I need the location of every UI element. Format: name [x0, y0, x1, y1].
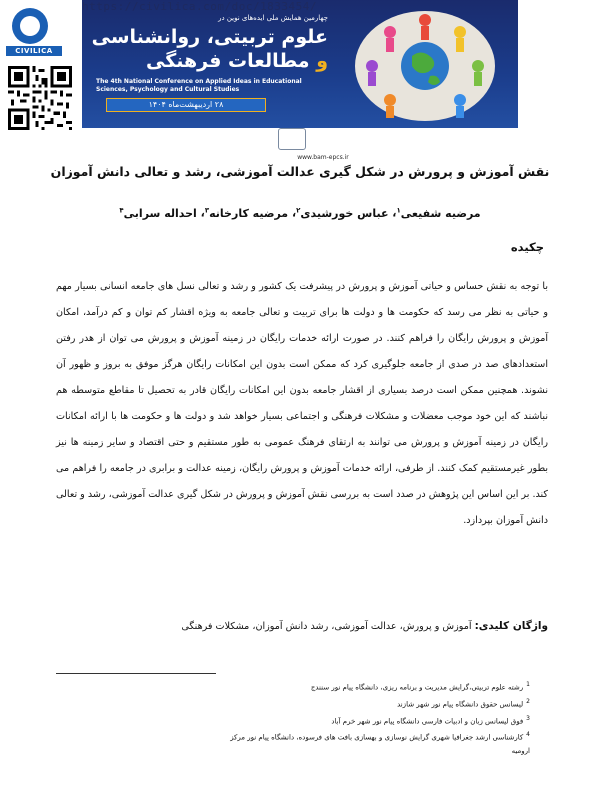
conference-title-line1: علوم تربیتی، روانشناسی	[91, 26, 328, 48]
footnotes	[220, 678, 530, 759]
paper-title: نقش آموزش و پرورش در شکل گیری عدالت آموزشی، رشد و تعالی دانش آموزان	[50, 164, 550, 179]
conference-subtitle: چهارمین همایش ملی ایده‌های نوین در	[218, 14, 328, 22]
footnote: $^3$فوق لیسانس زبان و ادبیات فارسی دانشگاه پیام نور شهر خرم آباد	[331, 714, 530, 725]
conference-date: ۲۸ اردیبهشت‌ماه ۱۴۰۴	[106, 98, 266, 112]
civilica-doc-url[interactable]: https://civilica.com/doc/1833454/	[82, 0, 318, 13]
civilica-logo-text: CIVILICA	[6, 46, 62, 56]
footnote: $^2$لیسانس حقوق دانشگاه پیام نور شهر شازند	[397, 697, 530, 709]
conference-title-line2-text: مطالعات فرهنگی	[145, 50, 310, 72]
conference-title-and: و	[316, 50, 328, 72]
footnote: $^1$رشته علوم تربیتی،گرایش مدیریت و برنامه ریزی، دانشگاه پیام نور سنندج	[310, 681, 530, 692]
qr-code-icon	[8, 66, 72, 130]
conference-title-line2	[146, 50, 328, 72]
conference-website[interactable]: www.bam-epcs.ir	[297, 154, 349, 161]
abstract-heading: چکیده	[510, 240, 544, 254]
author: مرضیه شفیعی$^۱$	[396, 206, 481, 220]
civilica-logo-icon	[12, 8, 48, 44]
author: احداله سرابی$^۴$	[119, 206, 197, 220]
keywords-label: واژگان کلیدی:	[474, 620, 548, 632]
footnote: $^4$کارشناسی ارشد جغرافیا شهری گرایش نوسازی و بهسازی بافت های فرسوده، دانشگاه پیام نور مرکز ارومیه	[230, 731, 530, 756]
abstract-text: با توجه به نقش حساس و حیاتی آموزش و پرورش در پیشرفت یک کشور و رشد و تعالی نسل های جامعه انسانی بسیار مهم و حیاتی به نظر می رسد که حکومت ها و دولت ها برای تربیت و تعالی جامعه به ویژه اقشار کم توان و کم درآمد، امکان آموزش و پرورش رایگان را فراهم کنند. در صورت ارائه خدمات رایگان در زمینه آموزش و پرورش می توان از هدر رفتن استعدادهای صد در صدی از جامعه جلوگیری کرد که ممکن است بدون این امکانات رایگان هرگز موفق به بروز و ظهور آن نشوند. همچنین ممکن است درصد بسیاری از اقشار جامعه بدون این امکانات رایگان قادر به تحصیل تا مقاطع متوسطه هم نباشند که این خود موجب معضلات و مشکلات فرهنگی و اجتماعی بسیار خواهد شد و دولت ها و حکومت ها با ارائه امکانات رایگان در زمینه آموزش و پرورش می توانند به ارتقای فرهنگ عمومی به طور مستقیم و حتی اقتصاد و سایر زمینه ها نیز بطور غیرمستقیم کمک کنند. از طرفی، ارائه خدمات آموزش و پرورش رایگان، زمینه عدالت و برابری در جامعه را فراهم می کند. بر این اساس این پژوهش در صدد است به بررسی نقش آموزش و پرورش در شکل گیری عدالت آموزشی، رشد و تعالی دانش آموزان بپردازد.	[55, 281, 548, 526]
keywords-text: آموزش و پرورش، عدالت آموزشی، رشد دانش آموزان، مشکلات فرهنگی	[181, 621, 472, 632]
civilica-logo[interactable]	[6, 8, 54, 60]
author-list: مرضیه شفیعی$^۱$، عباس خورشیدی$^۲$، مرضیه کارخانه$^۳$، احداله سرابی$^۴$	[119, 206, 481, 220]
hands-around-globe-illustration	[350, 6, 500, 124]
conference-english-title: The 4th National Conference on Applied Ideas in Educational Sciences, Psychology and Cultural Studies	[96, 78, 302, 93]
author: مرضیه کارخانه$^۳$	[204, 206, 289, 220]
keywords	[56, 620, 548, 632]
conference-banner	[82, 0, 518, 168]
footnote-divider	[56, 673, 216, 674]
conference-logo-icon	[278, 128, 306, 150]
author: عباس خورشیدی$^۲$	[296, 206, 389, 220]
